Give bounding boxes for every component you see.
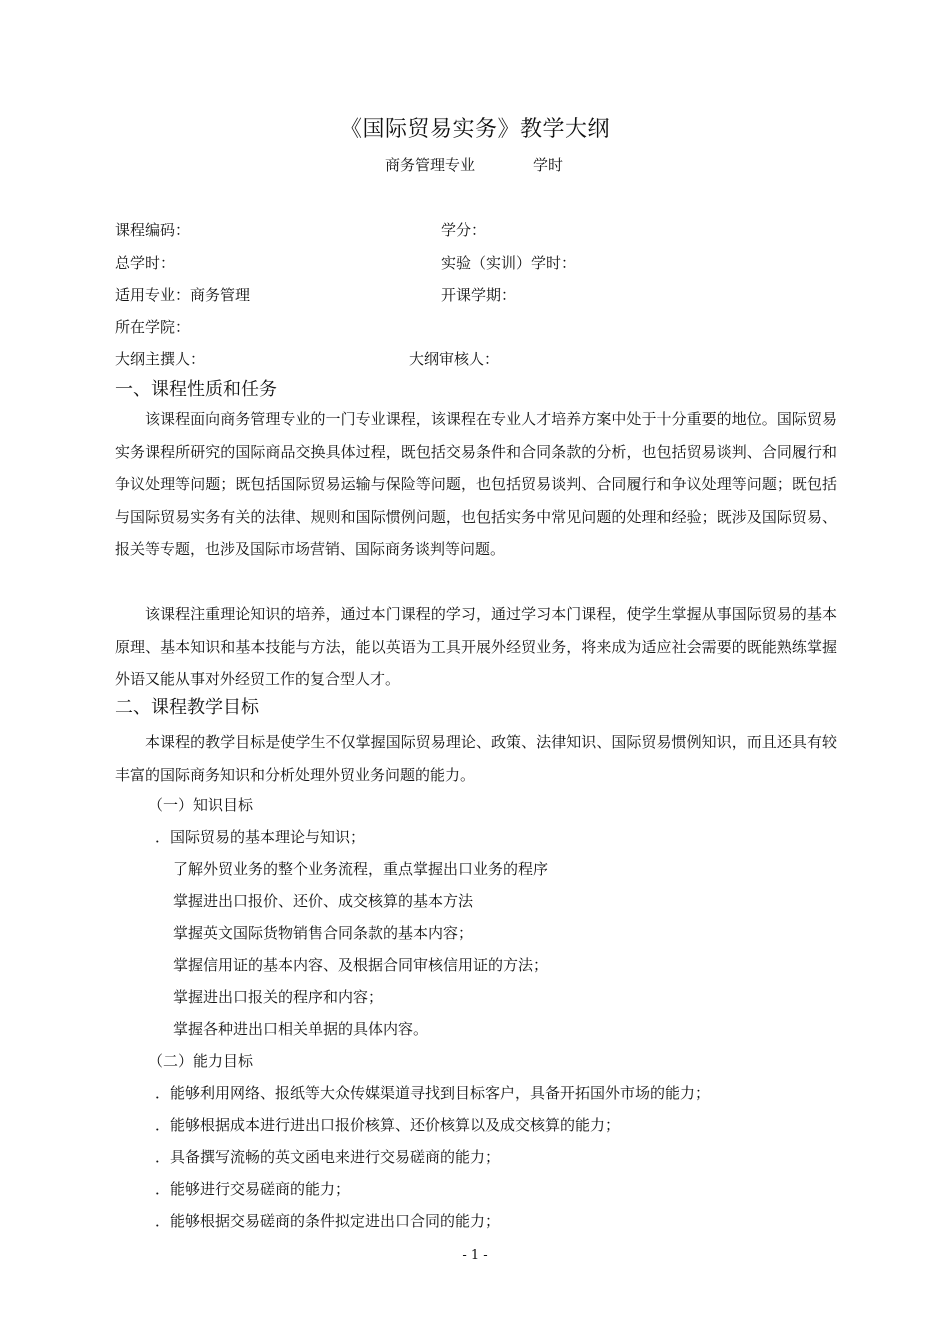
knowledge-item: 掌握信用证的基本内容、及根据合同审核信用证的方法； [173,956,549,974]
ability-item: ．能够进行交易磋商的能力； [155,1180,351,1198]
total-hours-label: 总学时： [115,254,176,272]
document-title: 《国际贸易实务》教学大纲 [339,117,610,142]
reviewer-label: 大纲审核人： [409,350,500,368]
ability-item: ．能够根据交易磋商的条件拟定进出口合同的能力； [155,1212,501,1230]
knowledge-item: 掌握进出口报关的程序和内容； [173,988,384,1006]
page-number: - 1 - [462,1248,488,1263]
knowledge-item: 了解外贸业务的整个业务流程，重点掌握出口业务的程序 [173,860,549,878]
section2-paragraph-1: 本课程的教学目标是使学生不仅掌握国际贸易理论、政策、法律知识、国际贸易惯例知识，而且还具有较丰富的国际商务知识和分析处理外贸业务问题的能力。 [115,733,837,784]
section2-heading: 二、课程教学目标 [115,697,259,718]
subtitle-major: 商务管理专业 [385,156,476,174]
lab-hours-label: 实验（实训）学时： [441,254,577,272]
ability-item: ．能够根据成本进行进出口报价核算、还价核算以及成交核算的能力； [155,1116,621,1134]
knowledge-main-item: ．国际贸易的基本理论与知识； [155,828,366,846]
knowledge-item: 掌握进出口报价、还价、成交核算的基本方法 [173,892,474,910]
author-label: 大纲主撰人： [115,350,206,368]
credits-label: 学分： [441,221,487,239]
semester-label: 开课学期： [441,286,517,304]
knowledge-heading: （一）知识目标 [148,796,254,814]
section1-paragraph-1: 该课程面向商务管理专业的一门专业课程，该课程在专业人才培养方案中处于十分重要的地位。国际贸易实务课程所研究的国际商品交换具体过程，既包括交易条件和合同条款的分析，也包括贸易谈判、合同履行和争议处理等问题；既包括国际贸易运输与保险等问题，也包括贸易谈判、合同履行和争议处理等问题；既包括与国际贸易实务有关的法律、规则和国际惯例问题，也包括实务中常见问题的处理和经验；既涉及国际贸易、报关等专题，也涉及国际市场营销、国际商务谈判等问题。 [115,410,837,558]
ability-item: ．能够利用网络、报纸等大众传媒渠道寻找到目标客户，具备开拓国外市场的能力； [155,1084,711,1102]
college-label: 所在学院： [115,318,191,336]
course-code-label: 课程编码： [115,221,191,239]
knowledge-item: 掌握各种进出口相关单据的具体内容。 [173,1020,429,1038]
section1-paragraph-2: 该课程注重理论知识的培养，通过本门课程的学习，通过学习本门课程，使学生掌握从事国际贸易的基本原理、基本知识和基本技能与方法，能以英语为工具开展外经贸业务，将来成为适应社会需要的既能熟练掌握外语又能从事对外经贸工作的复合型人才。 [115,605,837,688]
knowledge-item: 掌握英文国际货物销售合同条款的基本内容； [173,924,474,942]
ability-heading: （二）能力目标 [148,1052,254,1070]
ability-item: ．具备撰写流畅的英文函电来进行交易磋商的能力； [155,1148,501,1166]
subtitle-hours: 学时 [533,156,564,174]
section1-heading: 一、课程性质和任务 [115,379,277,400]
major-label: 适用专业：商务管理 [115,286,251,304]
